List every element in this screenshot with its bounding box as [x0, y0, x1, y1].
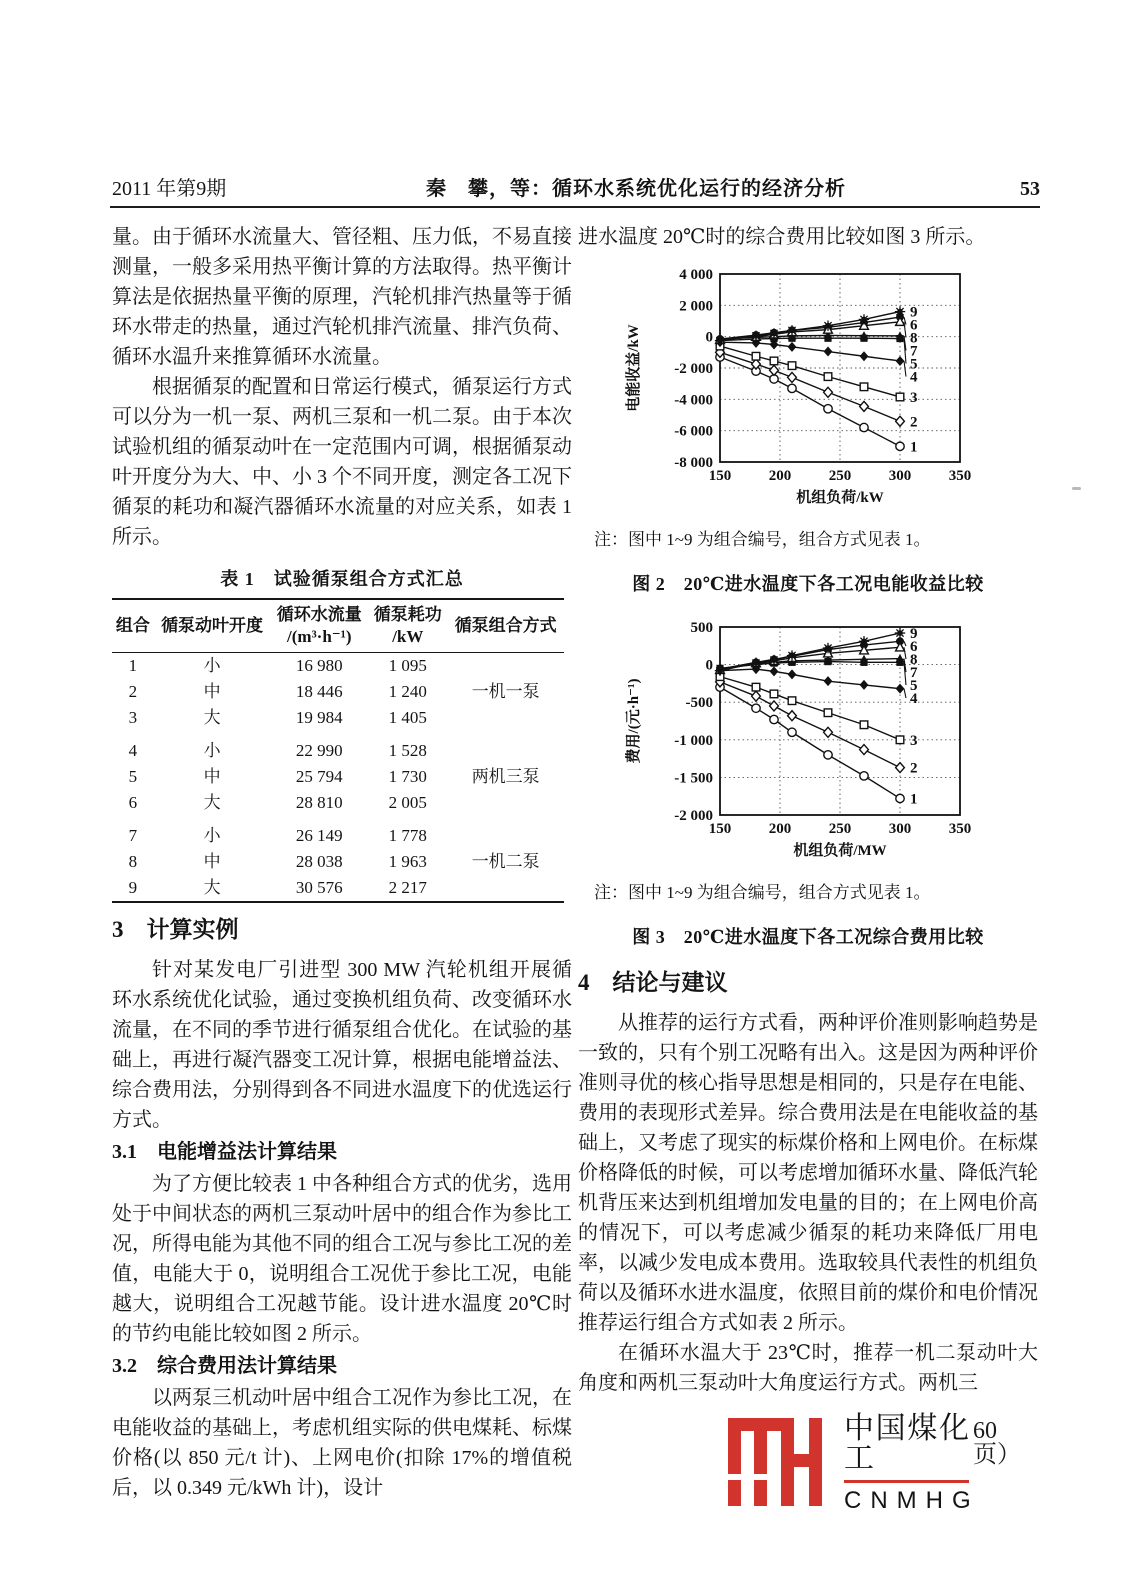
table-cell: 小 [203, 656, 221, 675]
table-cell: 1 528 [388, 741, 427, 760]
table-cell: 中 [203, 682, 221, 701]
fig3-svg [608, 615, 1008, 863]
figure3-caption: 图 3 20℃进水温度下各工况综合费用比较 [632, 927, 984, 947]
table-cell: 25 794 [295, 767, 343, 786]
svg-text:0: 0 [705, 657, 713, 674]
svg-text:150: 150 [708, 468, 732, 484]
scan-artifact [1072, 487, 1081, 490]
svg-text:5: 5 [910, 678, 918, 695]
table-cell: 9 [128, 878, 138, 897]
page-ref-text: 60 页） [973, 1418, 1021, 1468]
svg-text:-500: -500 [685, 695, 713, 712]
section-3-2-heading: 3.2 综合费用法计算结果 [112, 1355, 337, 1377]
svg-text:6: 6 [910, 639, 918, 656]
header-rule [110, 206, 1040, 208]
table-cell: 16 980 [295, 656, 343, 675]
svg-text:7: 7 [910, 665, 918, 682]
figure-2 [578, 262, 1038, 599]
svg-text:4 000: 4 000 [679, 267, 713, 283]
paragraph-continuation: 量。由于循环水流量大、管径粗、压力低，不易直接测量，一般多采用热平衡计算的方法取得。热平衡计算法是依据热量平衡的原理，汽轮机排汽热量等于循环水带走的热量，通过汽轮机排汽流量、排汽负荷、循环水温升来推算循环水流量。 [112, 226, 572, 368]
svg-text:2: 2 [910, 414, 918, 431]
svg-text:7: 7 [910, 343, 918, 360]
table-cell: 大 [203, 793, 221, 812]
svg-text:-4 000: -4 000 [674, 392, 713, 409]
paragraph: 根据循泵的配置和日常运行模式，循泵运行方式可以分为一机一泵、两机三泵和一机二泵。由于本次试验机组的循泵动叶在一定范围内可调，根据循泵动叶开度分为大、中、小 3 个不同开度，测定各工况下循泵的耗功和凝汽器循环水流量的对应关系，如表 1 所示。 [112, 376, 572, 548]
svg-text:350: 350 [948, 468, 972, 484]
figure2-note: 注：图中 1~9 为组合编号，组合方式见表 1。 [594, 530, 931, 549]
svg-text:-1 000: -1 000 [674, 732, 713, 749]
svg-text:9: 9 [910, 626, 918, 643]
table-cell: 5 [128, 767, 138, 786]
svg-text:-6 000: -6 000 [674, 423, 713, 440]
svg-text:4: 4 [910, 369, 918, 386]
table-cell: 28 810 [295, 793, 343, 812]
paragraph: 从推荐的运行方式看，两种评价准则影响趋势是一致的，只有个别工况略有出入。这是因为两种评价准则寻优的核心指导思想是相同的，只是存在电能、费用的表现形式差异。综合费用法是在电能收益的基础上，又考虑了现实的标煤价格和上网电价。在标煤价格降低的时候，可以考虑增加循环水量、降低汽轮机背压来达到机组增加发电量的目的；在上网电价高的情况下，可以考虑减少循泵的耗功来降低厂用电率，以减少发电成本费用。选取较具代表性的机组负荷以及循环水进水温度，依照目前的煤价和电价情况推荐运行组合方式如表 2 所示。 [578, 1012, 1038, 1334]
paragraph: 针对某发电厂引进型 300 MW 汽轮机组开展循环水系统优化试验，通过变换机组负荷、改变循环水流量，在不同的季节进行循泵组合优化。在试验的基础上，再进行凝汽器变工况计算，根据电能增益法、综合费用法，分别得到各不同进水温度下的优选运行方式。 [112, 959, 572, 1131]
page-number: 53 [1020, 178, 1040, 200]
pump-mode-cell: 一机二泵 [471, 852, 540, 871]
table-row [112, 653, 564, 680]
svg-text:200: 200 [768, 821, 792, 837]
table-cell: 1 405 [388, 708, 427, 727]
page-header [112, 172, 1040, 201]
table-cell: 大 [203, 708, 221, 727]
section-3-1-heading: 3.1 电能增益法计算结果 [112, 1141, 337, 1163]
table-cell: 2 005 [388, 793, 427, 812]
svg-text:2 000: 2 000 [679, 298, 713, 315]
svg-text:200: 200 [768, 468, 792, 484]
svg-text:0: 0 [705, 329, 713, 346]
svg-text:9: 9 [910, 304, 918, 321]
table-cell: 8 [128, 852, 138, 871]
pump-combination-table [112, 598, 564, 903]
table-cell: 2 [128, 682, 138, 701]
svg-text:300: 300 [888, 468, 912, 484]
column-header: 循泵动叶开度 [161, 616, 264, 635]
figure2-caption: 图 2 20℃进水温度下各工况电能收益比较 [632, 574, 984, 594]
svg-text:3: 3 [910, 732, 918, 749]
svg-text:150: 150 [708, 821, 732, 837]
svg-text:-1 500: -1 500 [674, 770, 713, 787]
svg-text:3: 3 [910, 389, 918, 406]
table-cell: 小 [203, 826, 221, 845]
table-cell: 19 984 [295, 708, 343, 727]
svg-text:机组负荷/MW: 机组负荷/MW [793, 843, 887, 859]
paragraph-continuation: 进水温度 20℃时的综合费用比较如图 3 所示。 [578, 226, 986, 248]
section-4-heading: 4 结论与建议 [578, 970, 728, 995]
column-header: 循泵耗功 /kW [373, 605, 442, 646]
svg-text:250: 250 [828, 468, 852, 484]
running-title: 秦 攀，等：循环水系统优化运行的经济分析 [426, 178, 846, 200]
svg-text:机组负荷/kW: 机组负荷/kW [796, 490, 884, 506]
column-header: 组合 [115, 616, 150, 635]
watermark-logo [728, 1414, 1038, 1513]
table-cell: 28 038 [295, 852, 343, 871]
right-column [578, 222, 1038, 1513]
paragraph: 以两泵三机动叶居中组合工况作为参比工况，在电能收益的基础上，考虑机组实际的供电煤耗、标煤价格(以 850 元/t 计)、上网电价(扣除 17%的增值税后，以 0.349 元/kWh 计)，设计 [112, 1387, 572, 1499]
svg-text:电能收益/kW: 电能收益/kW [626, 324, 642, 412]
svg-text:4: 4 [910, 691, 918, 708]
table-cell: 中 [203, 767, 221, 786]
brand-subtext: CNMHG [844, 1487, 980, 1514]
table-cell: 大 [203, 878, 221, 897]
svg-text:-2 000: -2 000 [674, 361, 713, 377]
brand-text: 中国煤化工 [844, 1414, 969, 1483]
cnmhg-logo-icon [728, 1414, 832, 1506]
svg-text:500: 500 [690, 620, 713, 636]
table-cell: 1 095 [388, 656, 427, 675]
left-column [112, 222, 572, 1503]
table-cell: 22 990 [295, 741, 343, 760]
table-cell: 1 [128, 656, 138, 675]
table-cell: 6 [128, 793, 138, 812]
logo-text-block [844, 1414, 1038, 1513]
table-cell: 1 240 [388, 682, 427, 701]
figure2-line-chart [608, 262, 1038, 519]
paragraph: 在循环水温大于 23℃时，推荐一机二泵动叶大角度和两机三泵动叶大角度运行方式。两机三 [578, 1342, 1038, 1394]
table-cell: 1 778 [388, 826, 427, 845]
table-cell: 7 [128, 826, 138, 845]
table-cell: 3 [128, 708, 138, 727]
table-cell: 26 149 [295, 826, 343, 845]
table-cell: 1 730 [388, 767, 427, 786]
table-row [112, 731, 564, 764]
svg-text:5: 5 [910, 356, 918, 373]
journal-issue: 2011 年第9期 [112, 178, 227, 200]
table-cell: 30 576 [295, 878, 343, 897]
table-cell: 中 [203, 852, 221, 871]
svg-text:350: 350 [948, 821, 972, 837]
pump-mode-cell: 两机三泵 [471, 767, 540, 786]
section-3-heading: 3 计算实例 [112, 917, 239, 942]
svg-text:费用/(元·h⁻¹): 费用/(元·h⁻¹) [626, 678, 642, 764]
pump-mode-cell: 一机一泵 [471, 682, 540, 701]
column-header: 循泵组合方式 [454, 616, 557, 635]
table-cell: 小 [203, 741, 221, 760]
svg-text:300: 300 [888, 821, 912, 837]
svg-text:2: 2 [910, 760, 918, 777]
svg-text:1: 1 [910, 791, 918, 808]
svg-text:-2 000: -2 000 [674, 808, 713, 824]
svg-text:1: 1 [910, 439, 918, 456]
table-cell: 2 217 [388, 878, 427, 897]
table-header-row [112, 599, 564, 653]
figure3-note: 注：图中 1~9 为组合编号，组合方式见表 1。 [594, 883, 931, 902]
table-cell: 1 963 [388, 852, 427, 871]
figure-3 [578, 615, 1038, 952]
table-row [112, 816, 564, 849]
svg-text:8: 8 [910, 652, 918, 669]
table-cell: 4 [128, 741, 138, 760]
table-title: 表 1 试验循泵组合方式汇总 [220, 569, 464, 589]
fig2-svg [608, 262, 1008, 510]
paragraph: 为了方便比较表 1 中各种组合方式的优劣，选用处于中间状态的两机三泵动叶居中的组合作为参比工况，所得电能为其他不同的组合工况与参比工况的差值，电能大于 0，说明组合工况优于参比工况，电能越大，说明组合工况越节能。设计进水温度 20℃时的节约电能比较如图 2 所示。 [112, 1173, 572, 1345]
column-header: 循环水流量 /(m³·h⁻¹) [276, 605, 362, 646]
svg-text:-8 000: -8 000 [674, 455, 713, 471]
table-cell: 18 446 [295, 682, 343, 701]
svg-text:6: 6 [910, 317, 918, 334]
svg-text:8: 8 [910, 330, 918, 347]
figure3-line-chart [608, 615, 1038, 872]
svg-text:250: 250 [828, 821, 852, 837]
